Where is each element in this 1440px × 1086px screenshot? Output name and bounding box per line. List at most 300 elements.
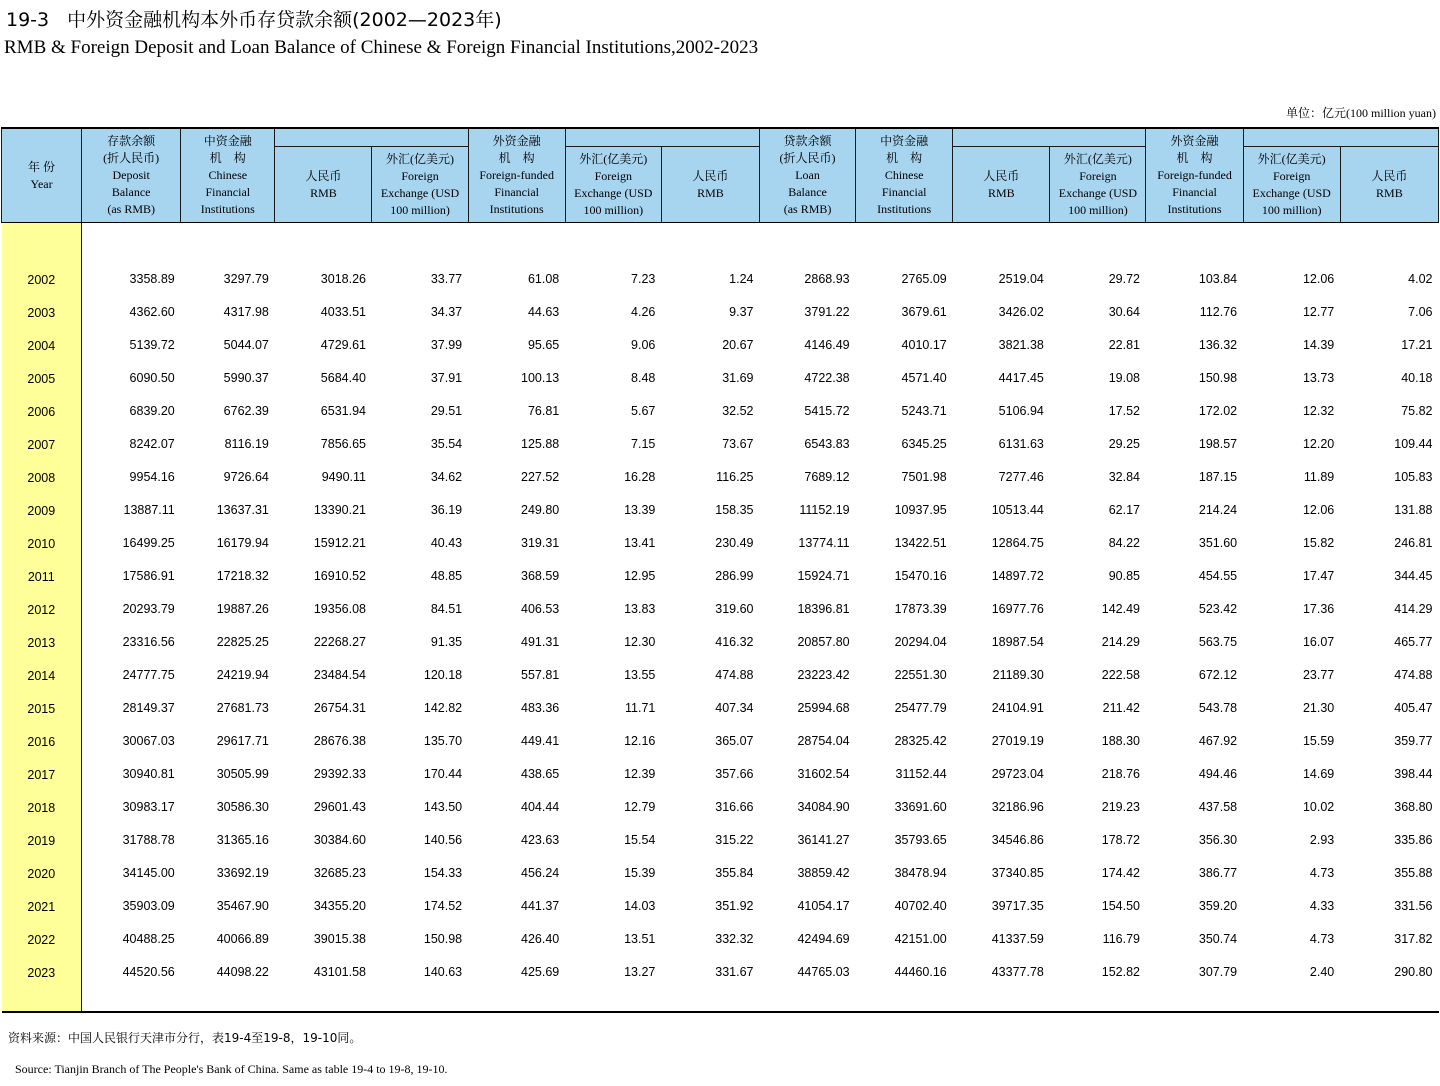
header-deposit-chinese-fx: 外汇(亿美元) Foreign Exchange (USD 100 million) <box>372 147 468 223</box>
value-cell: 32186.96 <box>991 800 1044 814</box>
value-cell: 100.13 <box>521 371 560 385</box>
value-cell: 17586.91 <box>122 569 175 583</box>
year-cell: 2003 <box>2 287 82 320</box>
value-cell: 16910.52 <box>313 569 366 583</box>
value-cell: 116.25 <box>716 470 754 484</box>
value-cell: 16179.94 <box>216 536 269 550</box>
value-cell: 28325.42 <box>894 734 947 748</box>
table-row <box>2 584 1439 617</box>
value-cell: 13774.11 <box>798 536 850 550</box>
value-cell: 34546.86 <box>991 833 1044 847</box>
value-cell: 154.33 <box>423 866 463 880</box>
value-cell: 249.80 <box>521 503 560 517</box>
value-cell: 34145.00 <box>122 866 175 880</box>
header-loan-foreign-rmb: 人民币 RMB <box>1340 147 1438 223</box>
value-cell: 40066.89 <box>216 932 269 946</box>
value-cell: 4.02 <box>1408 272 1433 286</box>
header-loan-chinese-fi: 中资金融 机 构 Chinese Financial Institutions <box>856 128 953 223</box>
table-row <box>2 518 1439 551</box>
value-cell: 30983.17 <box>122 800 175 814</box>
value-cell: 437.58 <box>1198 800 1238 814</box>
value-cell: 28754.04 <box>797 734 850 748</box>
value-cell: 43377.78 <box>991 965 1044 979</box>
value-cell: 44.63 <box>527 305 560 319</box>
value-cell: 494.46 <box>1198 767 1238 781</box>
value-cell: 22825.25 <box>216 635 269 649</box>
value-cell: 17.52 <box>1108 404 1140 418</box>
value-cell: 125.88 <box>521 437 560 451</box>
value-cell: 2.40 <box>1309 965 1335 979</box>
value-cell: 13.55 <box>624 668 656 682</box>
value-cell: 12.39 <box>624 767 656 781</box>
value-cell: 9490.11 <box>321 470 366 484</box>
year-cell: 2010 <box>2 518 82 551</box>
table-body <box>2 223 1439 1013</box>
value-cell: 2.93 <box>1309 833 1335 847</box>
value-cell: 109.44 <box>1394 437 1433 451</box>
header-deposit-chinese-rmb: 人民币 RMB <box>275 147 372 223</box>
value-cell: 4.73 <box>1309 932 1335 946</box>
value-cell: 143.50 <box>423 800 463 814</box>
value-cell: 15.59 <box>1302 734 1335 748</box>
table-title-cn <box>6 5 502 32</box>
value-cell: 4729.61 <box>320 338 366 352</box>
value-cell: 40.18 <box>1401 371 1433 385</box>
spacer-row <box>2 223 1439 255</box>
value-cell: 4362.60 <box>129 305 175 319</box>
value-cell: 6131.63 <box>998 437 1044 451</box>
year-cell: 2002 <box>2 254 82 287</box>
value-cell: 357.66 <box>715 767 754 781</box>
header-deposit-chinese-group <box>275 128 468 147</box>
value-cell: 40488.25 <box>122 932 175 946</box>
value-cell: 356.30 <box>1198 833 1238 847</box>
value-cell: 454.55 <box>1198 569 1238 583</box>
value-cell: 37.99 <box>430 338 463 352</box>
value-cell: 211.42 <box>1102 701 1140 715</box>
header-loan-foreign-fx: 外汇(亿美元) Foreign Exchange (USD 100 million) <box>1243 147 1340 223</box>
value-cell: 140.56 <box>423 833 463 847</box>
table-row <box>2 914 1439 947</box>
value-cell: 315.22 <box>715 833 754 847</box>
value-cell: 142.49 <box>1101 602 1140 616</box>
value-cell: 4033.51 <box>320 305 366 319</box>
value-cell: 27019.19 <box>991 734 1044 748</box>
value-cell: 4146.49 <box>804 338 850 352</box>
value-cell: 84.51 <box>430 602 463 616</box>
value-cell: 3358.89 <box>129 272 175 286</box>
value-cell: 178.72 <box>1101 833 1140 847</box>
value-cell: 13.39 <box>624 503 656 517</box>
value-cell: 405.47 <box>1394 701 1433 715</box>
value-cell: 407.34 <box>715 701 754 715</box>
value-cell: 15912.21 <box>313 536 366 550</box>
value-cell: 557.81 <box>521 668 560 682</box>
year-cell: 2014 <box>2 650 82 683</box>
value-cell: 351.60 <box>1198 536 1238 550</box>
table-row <box>2 452 1439 485</box>
value-cell: 174.52 <box>423 899 463 913</box>
value-cell: 214.24 <box>1198 503 1238 517</box>
table-row <box>2 650 1439 683</box>
value-cell: 25477.79 <box>894 701 947 715</box>
value-cell: 218.76 <box>1101 767 1140 781</box>
value-cell: 23484.54 <box>313 668 366 682</box>
table-row <box>2 320 1439 353</box>
value-cell: 17.47 <box>1302 569 1335 583</box>
value-cell: 12.20 <box>1302 437 1335 451</box>
table-number: 19-3 <box>6 9 50 31</box>
value-cell: 73.67 <box>722 437 754 451</box>
value-cell: 136.32 <box>1198 338 1238 352</box>
table-row <box>2 848 1439 881</box>
value-cell: 9.06 <box>631 338 656 352</box>
value-cell: 14.69 <box>1302 767 1335 781</box>
value-cell: 5415.72 <box>804 404 850 418</box>
value-cell: 44460.16 <box>894 965 947 979</box>
value-cell: 359.20 <box>1198 899 1238 913</box>
value-cell: 214.29 <box>1101 635 1140 649</box>
value-cell: 290.80 <box>1394 965 1433 979</box>
value-cell: 6345.25 <box>901 437 947 451</box>
value-cell: 16.28 <box>624 470 656 484</box>
value-cell: 11.89 <box>1303 470 1335 484</box>
value-cell: 7.06 <box>1408 305 1433 319</box>
header-loan-chinese-fx: 外汇(亿美元) Foreign Exchange (USD 100 million) <box>1050 147 1146 223</box>
value-cell: 19887.26 <box>216 602 269 616</box>
value-cell: 31602.54 <box>797 767 850 781</box>
value-cell: 30067.03 <box>122 734 175 748</box>
value-cell: 13.41 <box>624 536 656 550</box>
value-cell: 15.54 <box>624 833 656 847</box>
value-cell: 3791.22 <box>804 305 850 319</box>
value-cell: 28676.38 <box>313 734 366 748</box>
value-cell: 20293.79 <box>122 602 175 616</box>
value-cell: 150.98 <box>423 932 463 946</box>
value-cell: 21.30 <box>1302 701 1335 715</box>
value-cell: 150.98 <box>1198 371 1238 385</box>
year-cell: 2013 <box>2 617 82 650</box>
value-cell: 4571.40 <box>901 371 947 385</box>
value-cell: 406.53 <box>521 602 560 616</box>
value-cell: 335.86 <box>1394 833 1433 847</box>
value-cell: 13422.51 <box>894 536 947 550</box>
value-cell: 76.81 <box>527 404 560 418</box>
value-cell: 386.77 <box>1198 866 1238 880</box>
value-cell: 35793.65 <box>894 833 947 847</box>
header-deposit-foreign-fi: 外资金融 机 构 Foreign-funded Financial Institutions <box>468 128 565 223</box>
value-cell: 11.71 <box>625 701 656 715</box>
value-cell: 30.64 <box>1108 305 1140 319</box>
value-cell: 2765.09 <box>901 272 947 286</box>
value-cell: 43101.58 <box>313 965 366 979</box>
value-cell: 7277.46 <box>998 470 1044 484</box>
value-cell: 38859.42 <box>797 866 850 880</box>
value-cell: 34355.20 <box>313 899 366 913</box>
value-cell: 120.18 <box>423 668 463 682</box>
value-cell: 398.44 <box>1394 767 1433 781</box>
value-cell: 17218.32 <box>216 569 269 583</box>
value-cell: 425.69 <box>521 965 560 979</box>
value-cell: 17873.39 <box>894 602 947 616</box>
value-cell: 10513.44 <box>991 503 1044 517</box>
value-cell: 23316.56 <box>122 635 175 649</box>
value-cell: 116.79 <box>1102 932 1140 946</box>
value-cell: 344.45 <box>1394 569 1433 583</box>
table-row <box>2 881 1439 914</box>
value-cell: 12.30 <box>624 635 656 649</box>
table-row <box>2 353 1439 386</box>
value-cell: 40702.40 <box>894 899 947 913</box>
value-cell: 24777.75 <box>122 668 175 682</box>
year-cell: 2018 <box>2 782 82 815</box>
value-cell: 42151.00 <box>894 932 947 946</box>
value-cell: 7.15 <box>631 437 656 451</box>
value-cell: 187.15 <box>1198 470 1238 484</box>
value-cell: 6531.94 <box>320 404 366 418</box>
value-cell: 39015.38 <box>313 932 366 946</box>
value-cell: 17.36 <box>1302 602 1335 616</box>
value-cell: 41054.17 <box>797 899 850 913</box>
value-cell: 35.54 <box>430 437 463 451</box>
value-cell: 29392.33 <box>313 767 366 781</box>
value-cell: 33.77 <box>430 272 463 286</box>
value-cell: 31.69 <box>722 371 754 385</box>
value-cell: 13.83 <box>624 602 656 616</box>
value-cell: 2519.04 <box>998 272 1044 286</box>
value-cell: 48.85 <box>430 569 463 583</box>
value-cell: 331.67 <box>715 965 754 979</box>
value-cell: 44098.22 <box>216 965 269 979</box>
value-cell: 172.02 <box>1198 404 1238 418</box>
value-cell: 6543.83 <box>804 437 850 451</box>
value-cell: 5990.37 <box>223 371 269 385</box>
value-cell: 16499.25 <box>122 536 175 550</box>
value-cell: 23223.42 <box>797 668 850 682</box>
value-cell: 368.80 <box>1394 800 1433 814</box>
value-cell: 491.31 <box>521 635 560 649</box>
value-cell: 6839.20 <box>129 404 175 418</box>
value-cell: 307.79 <box>1198 965 1238 979</box>
header-loan-balance: 贷款余额 (折人民币) Loan Balance (as RMB) <box>759 128 855 223</box>
value-cell: 4317.98 <box>223 305 269 319</box>
table-row <box>2 485 1439 518</box>
header-loan-foreign-fi: 外资金融 机 构 Foreign-funded Financial Institutions <box>1146 128 1243 223</box>
value-cell: 34084.90 <box>797 800 850 814</box>
value-cell: 351.92 <box>715 899 754 913</box>
value-cell: 24104.91 <box>991 701 1044 715</box>
value-cell: 112.76 <box>1199 305 1238 319</box>
value-cell: 103.84 <box>1198 272 1238 286</box>
value-cell: 22.81 <box>1108 338 1140 352</box>
value-cell: 20857.80 <box>797 635 850 649</box>
value-cell: 414.29 <box>1394 602 1433 616</box>
value-cell: 27681.73 <box>216 701 269 715</box>
value-cell: 95.65 <box>527 338 560 352</box>
value-cell: 12.06 <box>1302 503 1335 517</box>
value-cell: 15924.71 <box>797 569 850 583</box>
value-cell: 426.40 <box>521 932 560 946</box>
value-cell: 13887.11 <box>123 503 175 517</box>
value-cell: 4722.38 <box>804 371 850 385</box>
table-row <box>2 386 1439 419</box>
value-cell: 319.60 <box>715 602 754 616</box>
value-cell: 44520.56 <box>122 965 175 979</box>
value-cell: 4.73 <box>1309 866 1335 880</box>
header-loan-foreign-group <box>1243 128 1438 147</box>
value-cell: 22268.27 <box>313 635 366 649</box>
value-cell: 222.58 <box>1101 668 1140 682</box>
table-row <box>2 782 1439 815</box>
value-cell: 16977.76 <box>991 602 1044 616</box>
value-cell: 140.63 <box>423 965 463 979</box>
header-deposit-foreign-fx: 外汇(亿美元) Foreign Exchange (USD 100 million) <box>565 147 661 223</box>
header-loan-chinese-group <box>953 128 1146 147</box>
table-row <box>2 287 1439 320</box>
value-cell: 41337.59 <box>991 932 1044 946</box>
value-cell: 6090.50 <box>129 371 175 385</box>
value-cell: 15.82 <box>1302 536 1335 550</box>
value-cell: 350.74 <box>1198 932 1238 946</box>
value-cell: 317.82 <box>1394 932 1433 946</box>
value-cell: 14.39 <box>1302 338 1335 352</box>
year-cell: 2008 <box>2 452 82 485</box>
table-title-en: RMB & Foreign Deposit and Loan Balance of Chinese & Foreign Financial Institutions,2002-2023 <box>4 37 759 58</box>
year-cell: 2020 <box>2 848 82 881</box>
value-cell: 11152.19 <box>799 503 850 517</box>
value-cell: 34.62 <box>430 470 463 484</box>
value-cell: 404.44 <box>521 800 560 814</box>
value-cell: 219.23 <box>1101 800 1140 814</box>
year-cell: 2012 <box>2 584 82 617</box>
value-cell: 12.32 <box>1302 404 1335 418</box>
value-cell: 441.37 <box>521 899 560 913</box>
value-cell: 423.63 <box>521 833 560 847</box>
value-cell: 21189.30 <box>992 668 1044 682</box>
value-cell: 13.27 <box>624 965 656 979</box>
value-cell: 61.08 <box>527 272 560 286</box>
value-cell: 5044.07 <box>223 338 269 352</box>
value-cell: 23.77 <box>1302 668 1335 682</box>
table-row <box>2 716 1439 749</box>
value-cell: 474.88 <box>715 668 754 682</box>
value-cell: 3821.38 <box>998 338 1044 352</box>
year-cell: 2007 <box>2 419 82 452</box>
value-cell: 198.57 <box>1198 437 1238 451</box>
value-cell: 20294.04 <box>894 635 947 649</box>
unit-label: 单位：亿元(100 million yuan) <box>1286 106 1436 120</box>
value-cell: 7856.65 <box>320 437 366 451</box>
value-cell: 230.49 <box>715 536 754 550</box>
value-cell: 8.48 <box>631 371 656 385</box>
value-cell: 22551.30 <box>894 668 947 682</box>
value-cell: 75.82 <box>1401 404 1433 418</box>
value-cell: 20.67 <box>722 338 754 352</box>
value-cell: 483.36 <box>521 701 560 715</box>
value-cell: 18987.54 <box>991 635 1044 649</box>
value-cell: 131.88 <box>1394 503 1433 517</box>
value-cell: 170.44 <box>423 767 463 781</box>
value-cell: 7.23 <box>631 272 656 286</box>
value-cell: 33691.60 <box>894 800 947 814</box>
value-cell: 467.92 <box>1198 734 1238 748</box>
value-cell: 36.19 <box>430 503 463 517</box>
value-cell: 158.35 <box>715 503 754 517</box>
year-cell: 2023 <box>2 947 82 980</box>
value-cell: 465.77 <box>1394 635 1433 649</box>
header-deposit-foreign-rmb: 人民币 RMB <box>661 147 759 223</box>
value-cell: 5139.72 <box>129 338 175 352</box>
value-cell: 26754.31 <box>313 701 366 715</box>
value-cell: 17.21 <box>1401 338 1433 352</box>
value-cell: 39717.35 <box>991 899 1044 913</box>
value-cell: 10.02 <box>1302 800 1335 814</box>
value-cell: 9954.16 <box>129 470 175 484</box>
value-cell: 33692.19 <box>216 866 269 880</box>
value-cell: 523.42 <box>1198 602 1238 616</box>
value-cell: 3679.61 <box>901 305 947 319</box>
value-cell: 29723.04 <box>991 767 1044 781</box>
value-cell: 332.32 <box>715 932 754 946</box>
value-cell: 5.67 <box>631 404 656 418</box>
year-cell: 2006 <box>2 386 82 419</box>
value-cell: 355.88 <box>1394 866 1433 880</box>
value-cell: 16.07 <box>1302 635 1335 649</box>
table-row <box>2 551 1439 584</box>
header-deposit-foreign-group <box>565 128 759 147</box>
value-cell: 5684.40 <box>320 371 366 385</box>
value-cell: 44765.03 <box>797 965 850 979</box>
table-title-cn-text: 中外资金融机构本外币存贷款余额(2002—2023年) <box>67 9 502 31</box>
value-cell: 316.66 <box>715 800 754 814</box>
value-cell: 474.88 <box>1394 668 1433 682</box>
table-row <box>2 815 1439 848</box>
value-cell: 90.85 <box>1108 569 1140 583</box>
year-cell: 2017 <box>2 749 82 782</box>
table-row <box>2 683 1439 716</box>
value-cell: 331.56 <box>1394 899 1433 913</box>
year-cell: 2019 <box>2 815 82 848</box>
value-cell: 40.43 <box>430 536 463 550</box>
value-cell: 365.07 <box>715 734 754 748</box>
value-cell: 135.70 <box>423 734 463 748</box>
value-cell: 7501.98 <box>901 470 947 484</box>
value-cell: 37340.85 <box>991 866 1044 880</box>
value-cell: 31365.16 <box>216 833 269 847</box>
value-cell: 319.31 <box>521 536 560 550</box>
value-cell: 12.79 <box>624 800 656 814</box>
value-cell: 9726.64 <box>223 470 269 484</box>
year-cell: 2004 <box>2 320 82 353</box>
value-cell: 368.59 <box>521 569 560 583</box>
value-cell: 30940.81 <box>122 767 175 781</box>
value-cell: 13.73 <box>1302 371 1335 385</box>
value-cell: 29.25 <box>1108 437 1140 451</box>
data-table <box>1 127 1439 1013</box>
value-cell: 174.42 <box>1101 866 1140 880</box>
table-row <box>2 749 1439 782</box>
table-row <box>2 419 1439 452</box>
value-cell: 19.08 <box>1108 371 1140 385</box>
value-cell: 15.39 <box>624 866 656 880</box>
value-cell: 416.32 <box>715 635 754 649</box>
header-year: 年 份 Year <box>2 128 82 223</box>
value-cell: 142.82 <box>423 701 463 715</box>
year-cell: 2016 <box>2 716 82 749</box>
value-cell: 359.77 <box>1394 734 1433 748</box>
value-cell: 30384.60 <box>313 833 366 847</box>
value-cell: 5243.71 <box>901 404 947 418</box>
